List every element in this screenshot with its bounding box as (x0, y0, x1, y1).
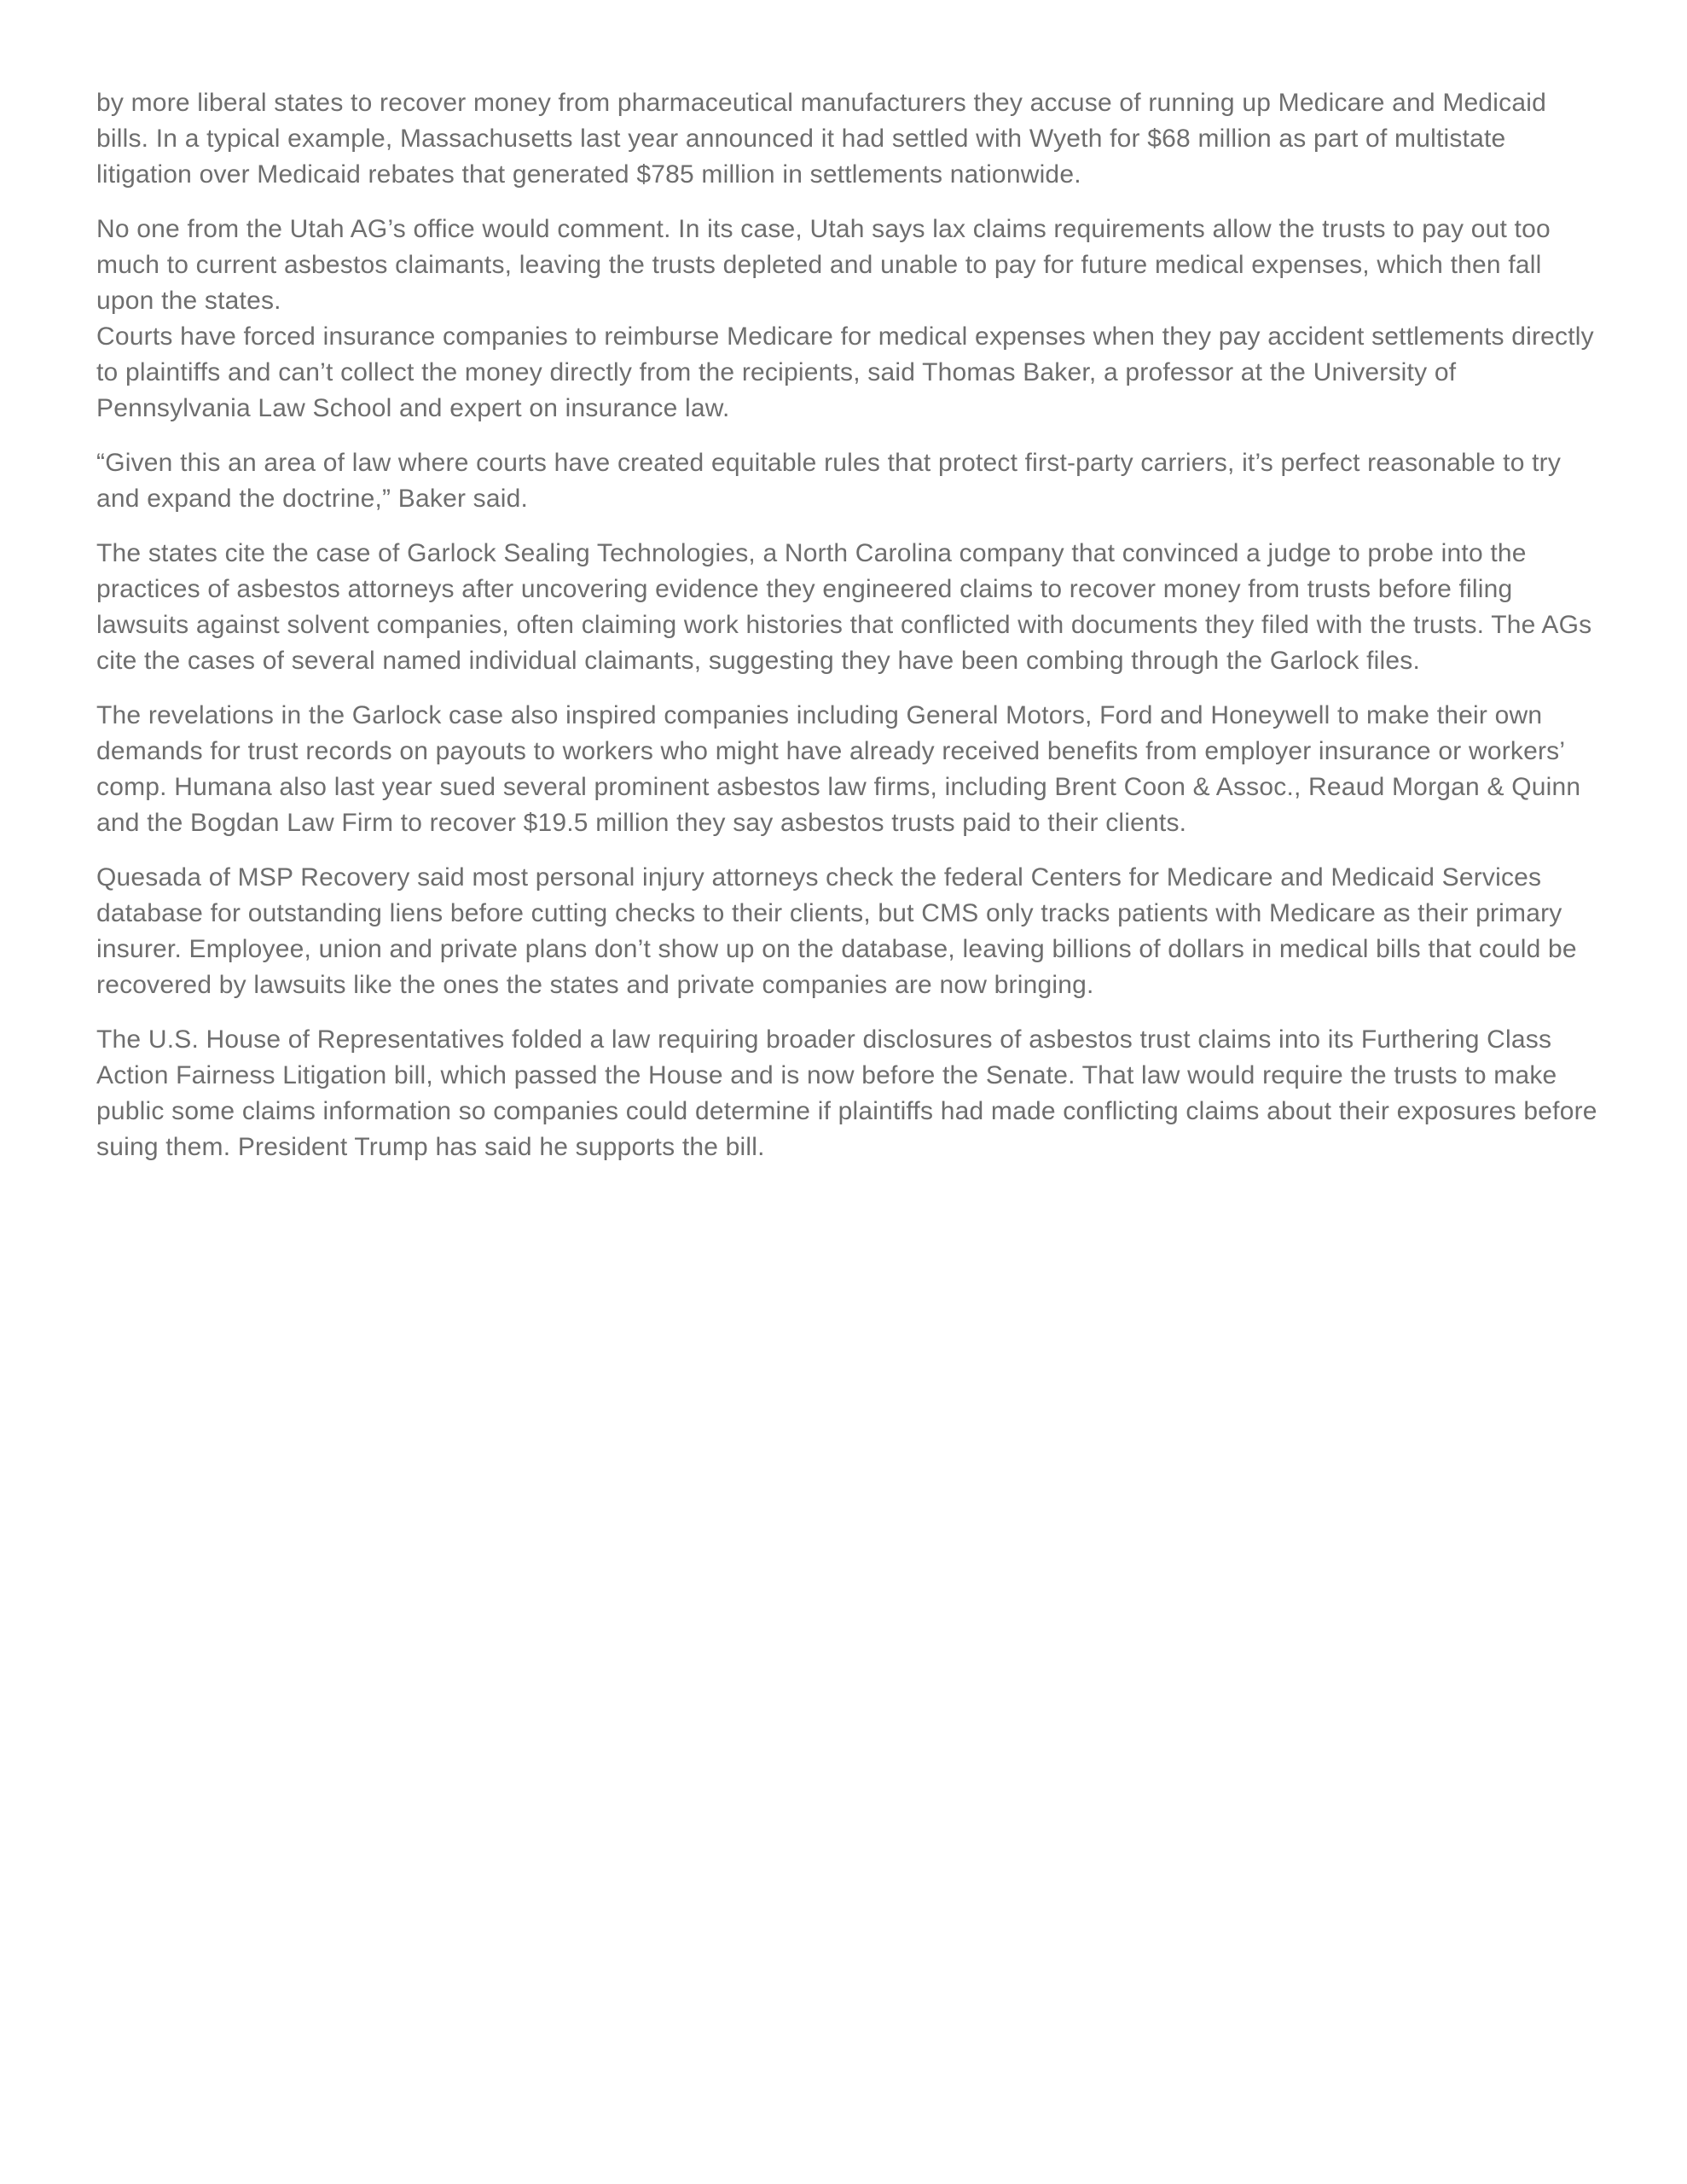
article-paragraph: The U.S. House of Representatives folded a law requiring broader disclosures of asbestos trust claims into its Furthering Class Action Fairness Litigation bill, which passed the House and is now before the Senate. That law would require the trusts to make public some claims information so companies could determine if plaintiffs had made conflicting claims about their exposures before suing them. President Trump has said he supports the bill. (96, 1025, 1597, 1161)
article-paragraph: by more liberal states to recover money from pharmaceutical manufacturers they accuse of running up Medicare and Medicaid bills. In a typical example, Massachusetts last year announced it had settled with Wyeth for $68 million as part of multistate litigation over Medicaid rebates that generated $785 million in settlements nationwide. (96, 89, 1547, 189)
article-paragraph: The revelations in the Garlock case also inspired companies including General Motors, Ford and Honeywell to make their own demands for trust records on payouts to workers who might have already received benefits from employer insurance or workers’ comp. Humana also last year sued several prominent asbestos law firms, including Brent Coon & Assoc., Reaud Morgan & Quinn and the Bogdan Law Firm to recover $19.5 million they say asbestos trusts paid to their clients. (96, 701, 1581, 837)
article-paragraph: No one from the Utah AG’s office would comment. In its case, Utah says lax claims requirements allow the trusts to pay out too much to current asbestos claimants, leaving the trusts depleted and unable to pay for future medical expenses, which then fall upon the states. (96, 215, 1551, 315)
article-paragraph: Quesada of MSP Recovery said most personal injury attorneys check the federal Centers for Medicare and Medicaid Services database for outstanding liens before cutting checks to their clients, but CMS only tracks patients with Medicare as their primary insurer. Employee, union and private plans don’t show up on the database, leaving billions of dollars in medical bills that could be recovered by lawsuits like the ones the states and private companies are now bringing. (96, 863, 1577, 999)
article-paragraph: “Given this an area of law where courts have created equitable rules that protect first-party carriers, it’s perfect reasonable to try and expand the doctrine,” Baker said. (96, 449, 1562, 513)
article-body (96, 85, 1604, 1184)
article-paragraph: The states cite the case of Garlock Sealing Technologies, a North Carolina company that convinced a judge to probe into the practices of asbestos attorneys after uncovering evidence they engineered claims to recover money from trusts before filing lawsuits against solvent companies, often claiming work histories that conflicted with documents they filed with the trusts. The AGs cite the cases of several named individual claimants, suggesting they have been combing through the Garlock files. (96, 539, 1592, 675)
article-paragraph: Courts have forced insurance companies to reimburse Medicare for medical expenses when they pay accident settlements directly to plaintiffs and can’t collect the money directly from the recipients, said Thomas Baker, a professor at the University of Pennsylvania Law School and expert on insurance law. (96, 322, 1594, 422)
